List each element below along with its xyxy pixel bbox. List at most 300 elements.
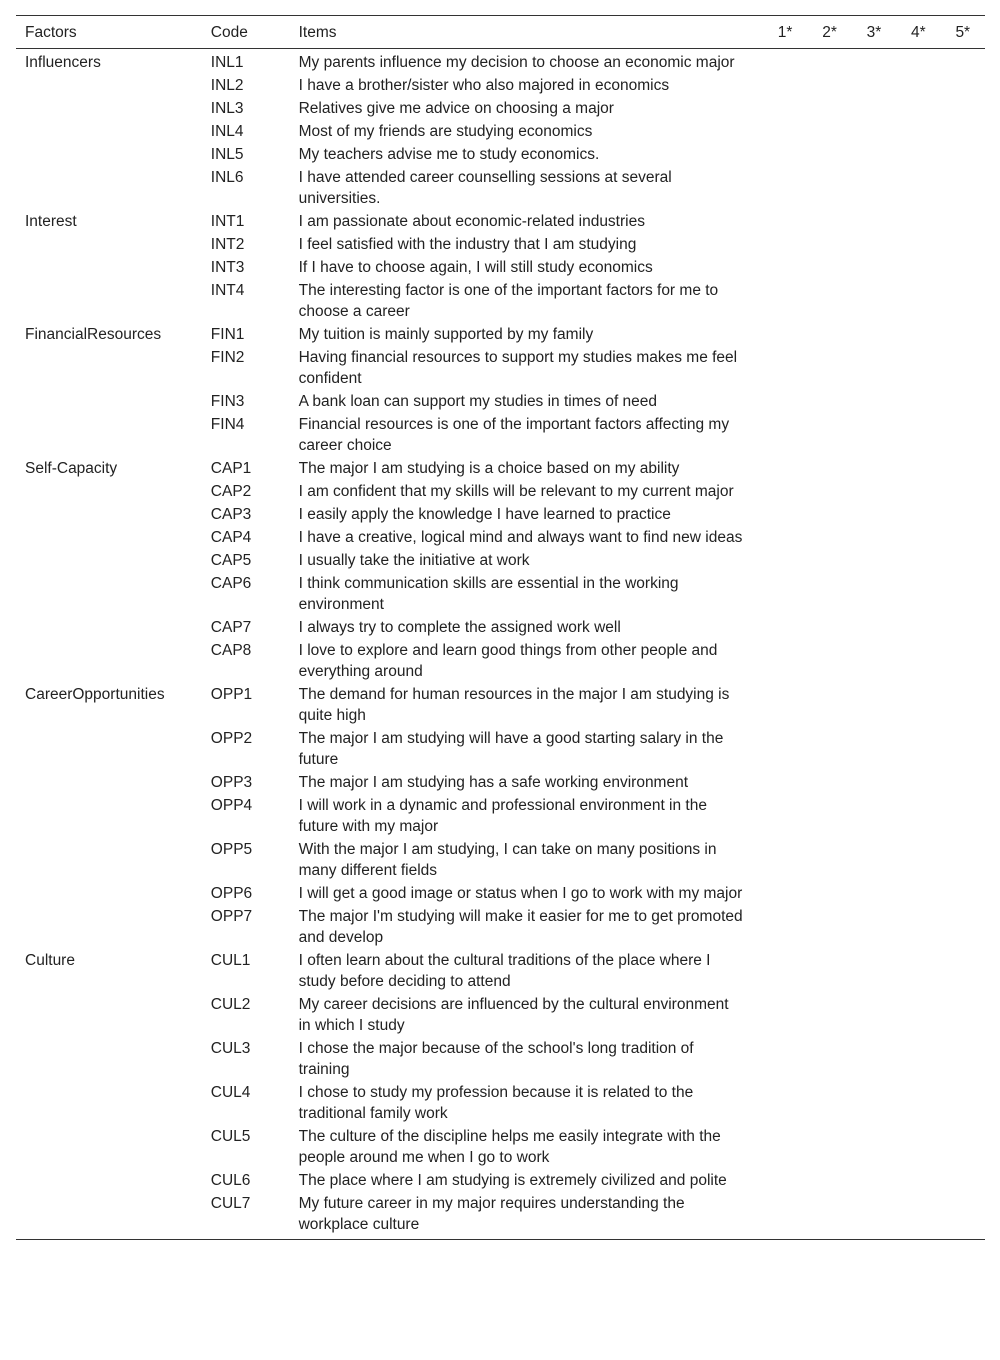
item-cell: I usually take the initiative at work [298, 552, 530, 569]
scale-1-cell [763, 346, 807, 390]
scale-4-cell [896, 882, 940, 905]
scale-4-cell [896, 1125, 940, 1169]
table-row [16, 503, 985, 526]
code-cell: OPP5 [210, 841, 253, 858]
scale-5-cell [941, 480, 985, 503]
table-row [16, 346, 985, 390]
scale-2-cell [807, 949, 851, 993]
table-row [16, 639, 985, 683]
scale-2-cell [807, 503, 851, 526]
scale-3-cell [852, 390, 896, 413]
factor-cell: Culture [25, 952, 75, 969]
scale-3-cell [852, 1037, 896, 1081]
header-row [16, 16, 985, 49]
scale-1-cell [763, 413, 807, 457]
scale-1-cell [763, 838, 807, 882]
scale-5-cell [941, 503, 985, 526]
factor-cell: FinancialResources [25, 326, 162, 343]
scale-5-cell [941, 143, 985, 166]
scale-2-cell [807, 549, 851, 572]
code-cell: INT2 [210, 236, 245, 253]
factor-cell [16, 413, 211, 457]
scale-1-cell [763, 120, 807, 143]
scale-2-cell [807, 480, 851, 503]
code-cell: FIN3 [210, 393, 245, 410]
table-row [16, 526, 985, 549]
code-cell: CAP5 [210, 552, 252, 569]
scale-3-cell [852, 794, 896, 838]
code-cell: FIN4 [210, 416, 245, 433]
scale-5-cell [941, 683, 985, 727]
code-cell: CUL4 [210, 1084, 251, 1101]
scale-4-cell [896, 49, 940, 75]
factor-cell [16, 97, 211, 120]
item-cell: My career decisions are influenced by the cultural environment in which I study [298, 996, 729, 1034]
scale-1-cell [763, 993, 807, 1037]
factor-cell [16, 346, 211, 390]
header-scale-4: 4* [911, 24, 926, 41]
scale-4-cell [896, 166, 940, 210]
code-cell: CAP3 [210, 506, 252, 523]
item-cell: Relatives give me advice on choosing a major [298, 100, 614, 117]
scale-3-cell [852, 413, 896, 457]
code-cell: INT4 [210, 282, 245, 299]
factor-cell [16, 1169, 211, 1192]
table-row [16, 727, 985, 771]
table-row [16, 616, 985, 639]
scale-5-cell [941, 1037, 985, 1081]
item-cell: The culture of the discipline helps me easily integrate with the people around me when I go to work [298, 1128, 721, 1166]
scale-4-cell [896, 549, 940, 572]
item-cell: My parents influence my decision to choose an economic major [298, 54, 735, 71]
header-scale-5: 5* [955, 24, 971, 41]
scale-4-cell [896, 683, 940, 727]
scale-4-cell [896, 993, 940, 1037]
table-row [16, 993, 985, 1037]
scale-2-cell [807, 905, 851, 949]
item-cell: My tuition is mainly supported by my family [298, 326, 594, 343]
scale-5-cell [941, 905, 985, 949]
code-cell: CAP7 [210, 619, 252, 636]
code-cell: CAP1 [210, 460, 252, 477]
table-row [16, 279, 985, 323]
scale-4-cell [896, 526, 940, 549]
scale-3-cell [852, 74, 896, 97]
factor-cell: Interest [25, 213, 77, 230]
header-scale-1: 1* [777, 24, 793, 41]
scale-5-cell [941, 549, 985, 572]
scale-3-cell [852, 166, 896, 210]
table-row [16, 1081, 985, 1125]
scale-4-cell [896, 838, 940, 882]
scale-5-cell [941, 74, 985, 97]
table-row [16, 549, 985, 572]
item-cell: I chose the major because of the school's long tradition of training [298, 1040, 694, 1078]
factor-cell [16, 838, 211, 882]
item-cell: I easily apply the knowledge I have learned to practice [298, 506, 671, 523]
scale-2-cell [807, 683, 851, 727]
scale-1-cell [763, 210, 807, 233]
code-cell: INL5 [210, 146, 244, 163]
scale-5-cell [941, 1192, 985, 1240]
table-row [16, 882, 985, 905]
scale-3-cell [852, 323, 896, 346]
code-cell: INL1 [210, 54, 244, 71]
scale-3-cell [852, 549, 896, 572]
scale-1-cell [763, 905, 807, 949]
code-cell: OPP6 [210, 885, 253, 902]
scale-1-cell [763, 1192, 807, 1240]
scale-5-cell [941, 166, 985, 210]
factor-cell [16, 480, 211, 503]
table-row [16, 480, 985, 503]
scale-2-cell [807, 526, 851, 549]
table-row [16, 256, 985, 279]
factor-cell [16, 256, 211, 279]
scale-4-cell [896, 457, 940, 480]
scale-2-cell [807, 210, 851, 233]
scale-5-cell [941, 993, 985, 1037]
scale-4-cell [896, 210, 940, 233]
scale-1-cell [763, 1169, 807, 1192]
scale-2-cell [807, 323, 851, 346]
scale-1-cell [763, 323, 807, 346]
scale-1-cell [763, 457, 807, 480]
factor-cell [16, 1125, 211, 1169]
scale-5-cell [941, 1081, 985, 1125]
scale-3-cell [852, 683, 896, 727]
item-cell: The major I'm studying will make it easier for me to get promoted and develop [298, 908, 743, 946]
scale-2-cell [807, 727, 851, 771]
item-cell: The place where I am studying is extremely civilized and polite [298, 1172, 727, 1189]
factor-cell [16, 639, 211, 683]
scale-3-cell [852, 771, 896, 794]
scale-3-cell [852, 1169, 896, 1192]
table-row [16, 457, 985, 480]
scale-1-cell [763, 503, 807, 526]
scale-5-cell [941, 526, 985, 549]
scale-1-cell [763, 794, 807, 838]
item-cell: The major I am studying has a safe working environment [298, 774, 689, 791]
code-cell: CUL6 [210, 1172, 251, 1189]
scale-5-cell [941, 49, 985, 75]
table-row [16, 120, 985, 143]
scale-4-cell [896, 572, 940, 616]
scale-4-cell [896, 905, 940, 949]
scale-3-cell [852, 210, 896, 233]
scale-5-cell [941, 639, 985, 683]
scale-1-cell [763, 256, 807, 279]
scale-2-cell [807, 1081, 851, 1125]
scale-3-cell [852, 1125, 896, 1169]
item-cell: I am passionate about economic-related industries [298, 213, 645, 230]
scale-4-cell [896, 390, 940, 413]
scale-2-cell [807, 457, 851, 480]
scale-4-cell [896, 949, 940, 993]
table-row [16, 390, 985, 413]
scale-2-cell [807, 166, 851, 210]
scale-5-cell [941, 727, 985, 771]
scale-4-cell [896, 256, 940, 279]
item-cell: I will get a good image or status when I go to work with my major [298, 885, 743, 902]
table-row [16, 323, 985, 346]
header-scale-3: 3* [866, 24, 882, 41]
table-row [16, 905, 985, 949]
code-cell: INL3 [210, 100, 244, 117]
scale-4-cell [896, 323, 940, 346]
scale-2-cell [807, 1169, 851, 1192]
scale-1-cell [763, 279, 807, 323]
code-cell: FIN2 [210, 349, 245, 366]
scale-1-cell [763, 49, 807, 75]
table-row [16, 572, 985, 616]
scale-3-cell [852, 1081, 896, 1125]
item-cell: I am confident that my skills will be relevant to my current major [298, 483, 734, 500]
factor-cell [16, 771, 211, 794]
code-cell: INL6 [210, 169, 244, 186]
scale-4-cell [896, 1037, 940, 1081]
scale-1-cell [763, 97, 807, 120]
scale-1-cell [763, 683, 807, 727]
scale-2-cell [807, 572, 851, 616]
scale-1-cell [763, 233, 807, 256]
scale-4-cell [896, 727, 940, 771]
scale-3-cell [852, 526, 896, 549]
header-factors: Factors [25, 24, 77, 41]
code-cell: CAP8 [210, 642, 252, 659]
scale-1-cell [763, 572, 807, 616]
code-cell: CUL5 [210, 1128, 251, 1145]
scale-5-cell [941, 949, 985, 993]
survey-items-table [16, 15, 985, 1240]
scale-4-cell [896, 74, 940, 97]
scale-1-cell [763, 549, 807, 572]
code-cell: OPP1 [210, 686, 253, 703]
factor-cell [16, 503, 211, 526]
table-row [16, 210, 985, 233]
factor-cell [16, 616, 211, 639]
scale-5-cell [941, 882, 985, 905]
scale-5-cell [941, 210, 985, 233]
scale-5-cell [941, 413, 985, 457]
scale-1-cell [763, 166, 807, 210]
table-row [16, 74, 985, 97]
scale-2-cell [807, 882, 851, 905]
scale-1-cell [763, 480, 807, 503]
code-cell: CUL2 [210, 996, 251, 1013]
factor-cell [16, 143, 211, 166]
factor-cell [16, 1192, 211, 1240]
scale-1-cell [763, 1037, 807, 1081]
scale-3-cell [852, 256, 896, 279]
table-row [16, 771, 985, 794]
scale-1-cell [763, 882, 807, 905]
scale-4-cell [896, 1081, 940, 1125]
scale-2-cell [807, 1192, 851, 1240]
scale-5-cell [941, 256, 985, 279]
item-cell: I chose to study my profession because it is related to the traditional family work [298, 1084, 694, 1122]
table-row [16, 413, 985, 457]
scale-3-cell [852, 639, 896, 683]
item-cell: The interesting factor is one of the important factors for me to choose a career [298, 282, 719, 320]
scale-4-cell [896, 1169, 940, 1192]
scale-2-cell [807, 346, 851, 390]
code-cell: CUL7 [210, 1195, 251, 1212]
scale-2-cell [807, 616, 851, 639]
item-cell: I have attended career counselling sessions at several universities. [298, 169, 672, 207]
scale-3-cell [852, 97, 896, 120]
scale-4-cell [896, 279, 940, 323]
item-cell: I always try to complete the assigned work well [298, 619, 621, 636]
scale-2-cell [807, 279, 851, 323]
scale-2-cell [807, 993, 851, 1037]
table-row [16, 794, 985, 838]
factor-cell [16, 233, 211, 256]
scale-2-cell [807, 1125, 851, 1169]
factor-cell [16, 1081, 211, 1125]
header-items: Items [298, 24, 337, 41]
factor-cell [16, 166, 211, 210]
factor-cell [16, 549, 211, 572]
scale-3-cell [852, 279, 896, 323]
code-cell: CAP4 [210, 529, 252, 546]
code-cell: FIN1 [210, 326, 245, 343]
code-cell: OPP2 [210, 730, 253, 747]
scale-4-cell [896, 97, 940, 120]
scale-1-cell [763, 1081, 807, 1125]
scale-5-cell [941, 794, 985, 838]
scale-5-cell [941, 97, 985, 120]
table-row [16, 49, 985, 75]
scale-2-cell [807, 390, 851, 413]
header-code: Code [210, 24, 248, 41]
factor-cell [16, 390, 211, 413]
scale-3-cell [852, 503, 896, 526]
scale-1-cell [763, 949, 807, 993]
scale-4-cell [896, 143, 940, 166]
scale-3-cell [852, 457, 896, 480]
table-row [16, 1192, 985, 1240]
scale-3-cell [852, 346, 896, 390]
code-cell: CUL1 [210, 952, 251, 969]
scale-1-cell [763, 143, 807, 166]
scale-3-cell [852, 616, 896, 639]
table-row [16, 1037, 985, 1081]
scale-5-cell [941, 279, 985, 323]
table-row [16, 143, 985, 166]
scale-2-cell [807, 771, 851, 794]
scale-5-cell [941, 771, 985, 794]
code-cell: INT1 [210, 213, 245, 230]
item-cell: I love to explore and learn good things from other people and everything around [298, 642, 718, 680]
factor-cell [16, 882, 211, 905]
scale-2-cell [807, 639, 851, 683]
scale-4-cell [896, 233, 940, 256]
item-cell: Having financial resources to support my studies makes me feel confident [298, 349, 738, 387]
code-cell: INT3 [210, 259, 245, 276]
scale-1-cell [763, 526, 807, 549]
item-cell: Financial resources is one of the important factors affecting my career choice [298, 416, 730, 454]
item-cell: I have a creative, logical mind and always want to find new ideas [298, 529, 743, 546]
code-cell: CAP6 [210, 575, 252, 592]
scale-4-cell [896, 413, 940, 457]
item-cell: If I have to choose again, I will still study economics [298, 259, 653, 276]
factor-cell [16, 74, 211, 97]
scale-3-cell [852, 993, 896, 1037]
scale-4-cell [896, 1192, 940, 1240]
scale-5-cell [941, 346, 985, 390]
factor-cell [16, 279, 211, 323]
item-cell: The demand for human resources in the major I am studying is quite high [298, 686, 730, 724]
code-cell: OPP7 [210, 908, 253, 925]
scale-5-cell [941, 120, 985, 143]
scale-4-cell [896, 794, 940, 838]
table-row [16, 233, 985, 256]
scale-2-cell [807, 794, 851, 838]
scale-4-cell [896, 120, 940, 143]
scale-2-cell [807, 143, 851, 166]
table-row [16, 166, 985, 210]
scale-5-cell [941, 1125, 985, 1169]
item-cell: My teachers advise me to study economics. [298, 146, 600, 163]
factor-cell [16, 572, 211, 616]
scale-5-cell [941, 233, 985, 256]
scale-4-cell [896, 616, 940, 639]
scale-5-cell [941, 457, 985, 480]
scale-3-cell [852, 905, 896, 949]
table-row [16, 683, 985, 727]
scale-2-cell [807, 74, 851, 97]
scale-5-cell [941, 838, 985, 882]
scale-1-cell [763, 727, 807, 771]
item-cell: I feel satisfied with the industry that I am studying [298, 236, 637, 253]
scale-5-cell [941, 323, 985, 346]
item-cell: With the major I am studying, I can take on many positions in many different fields [298, 841, 717, 879]
code-cell: OPP4 [210, 797, 253, 814]
scale-4-cell [896, 639, 940, 683]
factor-cell [16, 526, 211, 549]
scale-3-cell [852, 572, 896, 616]
scale-1-cell [763, 639, 807, 683]
table-row [16, 1125, 985, 1169]
item-cell: A bank loan can support my studies in times of need [298, 393, 658, 410]
scale-1-cell [763, 771, 807, 794]
factor-cell [16, 120, 211, 143]
scale-4-cell [896, 346, 940, 390]
item-cell: My future career in my major requires understanding the workplace culture [298, 1195, 685, 1233]
scale-1-cell [763, 390, 807, 413]
item-cell: Most of my friends are studying economics [298, 123, 593, 140]
item-cell: I think communication skills are essential in the working environment [298, 575, 679, 613]
table-row [16, 838, 985, 882]
scale-1-cell [763, 1125, 807, 1169]
factor-cell: Self-Capacity [25, 460, 118, 477]
scale-5-cell [941, 572, 985, 616]
item-cell: The major I am studying is a choice based on my ability [298, 460, 680, 477]
scale-3-cell [852, 882, 896, 905]
scale-2-cell [807, 49, 851, 75]
scale-3-cell [852, 120, 896, 143]
scale-4-cell [896, 771, 940, 794]
header-scale-2: 2* [822, 24, 837, 41]
scale-4-cell [896, 480, 940, 503]
scale-2-cell [807, 413, 851, 457]
scale-3-cell [852, 1192, 896, 1240]
table-row [16, 949, 985, 993]
scale-2-cell [807, 838, 851, 882]
scale-3-cell [852, 949, 896, 993]
scale-4-cell [896, 503, 940, 526]
